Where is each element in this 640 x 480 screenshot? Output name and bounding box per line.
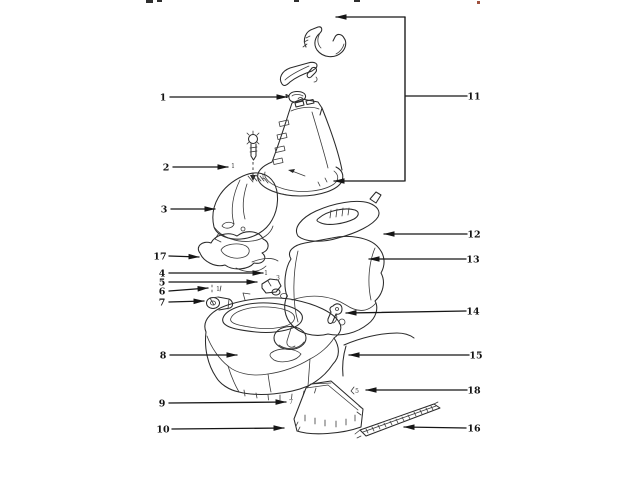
part-number-7: 7	[158, 297, 166, 309]
part-valve-assembly	[262, 279, 288, 299]
part-solution-tank	[258, 98, 343, 197]
part-number-15: 15	[469, 350, 483, 362]
part-number-12: 12	[467, 229, 481, 241]
part-number-5: 5	[158, 277, 166, 289]
part-grip-bracket	[280, 62, 317, 85]
part-number-2: 2	[162, 162, 170, 174]
leader-line-part-17	[169, 256, 199, 257]
part-number-18: 18	[467, 385, 481, 397]
leader-line-part-6	[169, 288, 208, 291]
part-squeegee-bar	[355, 402, 440, 438]
part-number-13: 13	[466, 254, 480, 266]
micro-mark-1: 1	[264, 270, 268, 277]
part-gasket-seal	[198, 232, 278, 272]
part-number-8: 8	[159, 350, 167, 362]
micro-mark-1: 1	[261, 174, 265, 181]
micro-mark-1: 1	[216, 286, 220, 293]
part-recovery-tank	[285, 236, 384, 347]
part-number-1: 1	[159, 92, 167, 104]
leader-line-part-16	[404, 427, 466, 428]
leader-line-part-14	[346, 311, 466, 313]
leader-line-part-10	[172, 428, 284, 429]
part-latch-clip	[328, 304, 342, 324]
micro-mark-1: 1	[231, 163, 235, 170]
leader-line-part-9	[169, 402, 286, 403]
part-number-16: 16	[467, 423, 481, 435]
part-number-11: 11	[467, 91, 481, 103]
scan-edge-artifacts	[146, 0, 480, 4]
part-number-4: 4	[158, 268, 166, 280]
part-tank-cap	[286, 92, 306, 103]
exploded-parts	[198, 27, 440, 438]
micro-mark-3: 3	[276, 275, 280, 282]
part-corner-clip	[351, 387, 354, 394]
part-number-6: 6	[158, 286, 166, 298]
part-number-3: 3	[160, 204, 168, 216]
part-number-10: 10	[156, 424, 170, 436]
micro-mark-7: 7	[289, 399, 293, 406]
part-number-9: 9	[158, 398, 166, 410]
part-carry-handle	[303, 27, 346, 57]
part-number-14: 14	[466, 306, 480, 318]
part-handle-tray	[297, 192, 381, 241]
callout-layer	[153, 17, 482, 435]
part-number-17: 17	[153, 251, 167, 263]
micro-mark-5: 5	[355, 388, 359, 395]
leader-line-part-7	[169, 301, 204, 302]
